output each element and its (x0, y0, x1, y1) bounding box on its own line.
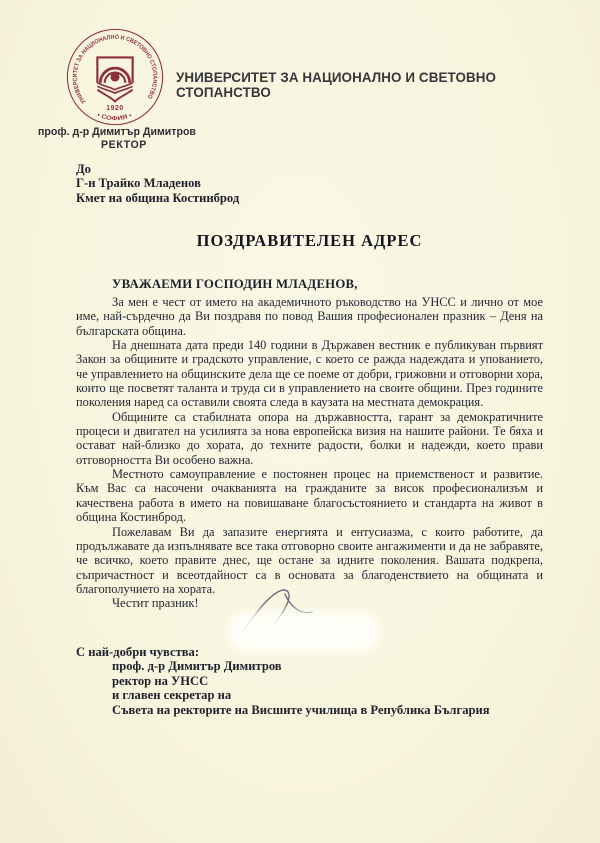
seal-ring-text: УНИВЕРСИТЕТ ЗА НАЦИОНАЛНО И СВЕТОВНО СТОПАНСТВО (72, 34, 158, 105)
recipient-to-label: До (76, 162, 91, 176)
sender-block (38, 126, 210, 152)
signoff-role-2: и главен секретар на (112, 688, 232, 703)
recipient-position: Кмет на община Костинброд (76, 190, 240, 205)
salutation: УВАЖАЕМИ ГОСПОДИН МЛАДЕНОВ, (112, 277, 358, 291)
paragraph-4: Местното самоуправление е постоянен процес на приемственост и развитие. Към Вас са насочени очакванията на гражданите за висок професионализъм и качествена работа в името на повишаване благосъстоянието и стандарта на живот в община Костинброд. (76, 467, 543, 525)
letter-body (76, 295, 543, 611)
recipient-name: Г-н Трайко Младенов (76, 176, 201, 191)
paragraph-5: Пожелавам Ви да запазите енергията и ентусиазма, с които работите, да продължавате да изпълнявате все така отговорно своите ангажименти и да не забравяте, че всичко, което правите днес, ще остане за идните поколения. Вашата подкрепа, съпричастност и всеотдайност са в основата за благоденствието на общината и благополучието на хората. (76, 524, 543, 596)
open-book-sun-emblem (97, 57, 132, 101)
paragraph-1: За мен е чест от името на академичното ръководство на УНСС и лично от мое име, най-сърдечно да Ви поздравя по повод Вашия професионален празник – Деня на българската община. (76, 295, 543, 338)
letter-title: ПОЗДРАВИТЕЛЕН АДРЕС (196, 231, 423, 250)
closing-line: Честит празник! (112, 596, 199, 611)
signoff-role-1: ректор на УНСС (112, 673, 209, 688)
paragraph-3: Общините са стабилната опора на държавността, гарант за демократичните процеси и двигател на усилията за нова европейска визия на нашите райони. Те бяха и остават най-близко до хората, до техните радости, болки и надежди, което прави отговорността Ви особено важна. (76, 409, 543, 467)
seal-year: 1920 (106, 104, 124, 112)
sender-name: проф. д-р Димитър Димитров (38, 126, 196, 138)
sun-circle (110, 72, 119, 81)
signoff-block (76, 645, 490, 717)
signoff-role-3: Съвета на ректорите на Висшите училища в Република България (112, 702, 490, 717)
signoff-preamble: С най-добри чувства: (76, 645, 200, 659)
seal-city-text: • СОФИЯ • (95, 112, 133, 123)
sender-title: РЕКТОР (101, 139, 147, 151)
signoff-name: проф. д-р Димитър Димитров (112, 659, 282, 674)
signoff-lines (112, 659, 490, 717)
recipient-block (76, 162, 239, 205)
paragraph-2: На днешната дата преди 140 години в Държавен вестник е публикуван първият Закон за общините и градското управление, с което се ражда надеждата и упованието, че управлението на общинските дела ще се поеме от добри, грижовни и отговорни хора, които ще посветят таланта и труда си в управлението на своите общини. През годините поколения наред са оставили своята следа в каузата на местната демокрация. (76, 338, 543, 410)
university-seal-logo (66, 28, 164, 126)
university-name: УНИВЕРСИТЕТ ЗА НАЦИОНАЛНО И СВЕТОВНО СТОПАНСТВО (176, 70, 497, 100)
